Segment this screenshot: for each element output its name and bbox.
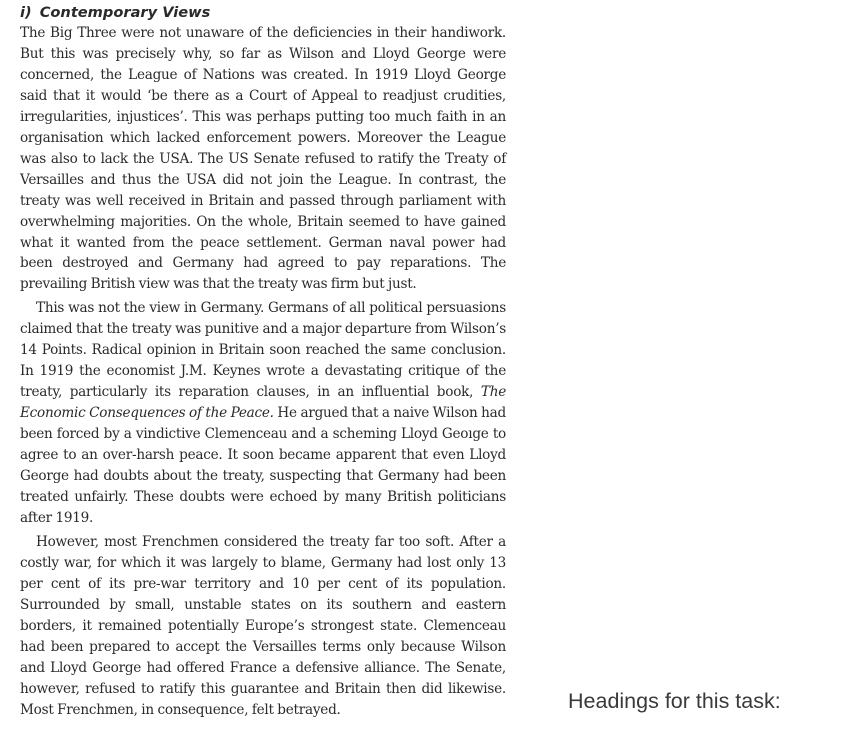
- section-number: i): [20, 4, 32, 21]
- paragraph-3: However, most Frenchmen considered the treaty far too soft. After a costly war, for which it was largely to blame, Germany had lost only 13 per cent of its pre-war territory and 10 per cent of its population. Surrounded by small, unstable states on its southern and eastern borders, it remained potentially Europe’s strongest state. Clemenceau had been prepared to accept the Versailles terms only because Wilson and Lloyd George had offered France a defensive alliance. The Senate, however, refused to ratify this guarantee and Britain then did likewise. Most Frenchmen, in consequence, felt betrayed.: [20, 533, 506, 718]
- section-heading: [20, 3, 506, 23]
- paragraph-2-text-after: He argued that a naive Wilson had been forced by a vindictive Clemenceau and a scheming Lloyd Geoıge to agree to an over-harsh peace. It soon became apparent that even Lloyd George had doubts about the treaty, suspecting that Germany had been treated unfairly. These doubts were echoed by many British politicians after 1919.: [20, 405, 506, 526]
- task-headings-prompt: Headings for this task:: [568, 689, 781, 713]
- document-page: [20, 3, 506, 720]
- section-title: Contemporary Views: [39, 4, 211, 21]
- paragraph-1: The Big Three were not unaware of the deficiencies in their handiwork. But this was precisely why, so far as Wilson and Lloyd George were concerned, the League of Nations was created. In 1919 Lloyd George said that it would ‘be there as a Court of Appeal to readjust crudities, irregularities, injustices’. This was perhaps putting too much faith in an organisation which lacked enforcement powers. Moreover the League was also to lack the USA. The US Senate refused to ratify the Treaty of Versailles and thus the USA did not join the League. In contrast, the treaty was well received in Britain and passed through parliament with overwhelming majorities. On the whole, Britain seemed to have gained what it wanted from the peace settlement. German naval power had been destroyed and Germany had agreed to pay reparations. The prevailing British view was that the treaty was firm but just.: [20, 25, 506, 293]
- paragraph-2-text-before: This was not the view in Germany. Germans of all political persuasions claimed that the treaty was punitive and a major departure from Wilson’s 14 Points. Radical opinion in Britain soon reached the same conclusion. In 1919 the economist J.M. Keynes wrote a devastating critique of the treaty, particularly its reparation clauses, in an influential book,: [20, 300, 506, 401]
- paragraph-2: [20, 298, 506, 528]
- book-title: The Economic Consequences of the Peace.: [20, 384, 506, 422]
